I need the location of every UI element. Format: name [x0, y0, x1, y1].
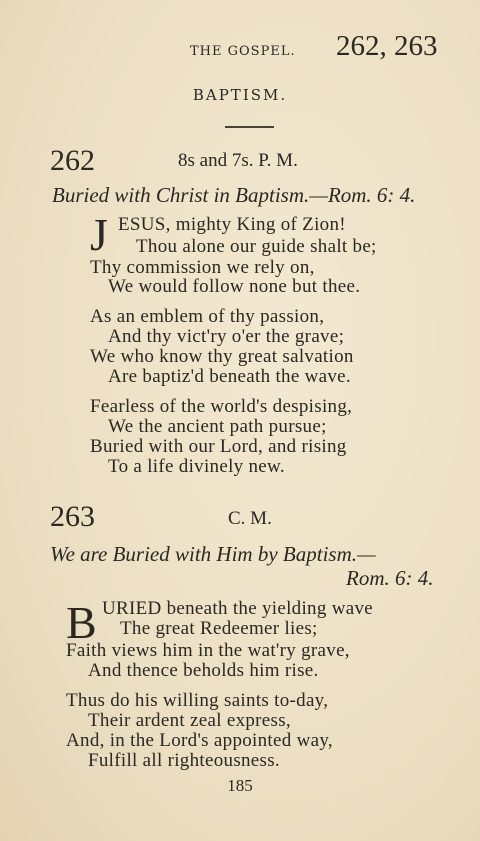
- verse-line: Fulfill all righteousness.: [88, 750, 280, 771]
- verse-line: Fearless of the world's despising,: [90, 396, 353, 417]
- verse-line: ESUS, mighty King of Zion!: [118, 214, 346, 235]
- page-folio: 185: [227, 776, 253, 795]
- verse-line: The great Redeemer lies;: [120, 618, 318, 639]
- verse-line: URIED beneath the yielding wave: [102, 598, 373, 619]
- hymn-number: 262: [50, 144, 95, 177]
- verse-line: We who know thy great salvation: [90, 346, 354, 367]
- verse-line: To a life divinely new.: [108, 456, 285, 477]
- page-numbers: 262, 263: [336, 30, 438, 62]
- hymn-number: 263: [50, 500, 95, 533]
- verse-line: As an emblem of thy passion,: [90, 306, 325, 327]
- hymn-meter: C. M.: [228, 508, 272, 529]
- drop-cap: J: [90, 209, 108, 260]
- section-divider: [225, 126, 274, 128]
- scripture-reference: Buried with Christ in Baptism.—Rom. 6: 4.: [52, 183, 416, 207]
- scripture-reference: We are Buried with Him by Baptism.—: [50, 542, 376, 566]
- verse-line: Their ardent zeal express,: [88, 710, 291, 731]
- verse-line: And, in the Lord's appointed way,: [66, 730, 333, 751]
- verse-line: Buried with our Lord, and rising: [90, 436, 347, 457]
- drop-cap: B: [66, 597, 97, 648]
- verse-line: Are baptiz'd beneath the wave.: [108, 366, 351, 387]
- scripture-reference: Rom. 6: 4.: [346, 566, 434, 590]
- running-title: THE GOSPEL.: [190, 44, 296, 59]
- verse-line: Thy commission we rely on,: [90, 257, 315, 278]
- hymn-meter: 8s and 7s. P. M.: [178, 150, 298, 171]
- verse-line: We would follow none but thee.: [108, 276, 361, 297]
- verse-line: We the ancient path pursue;: [108, 416, 327, 437]
- verse-line: And thy vict'ry o'er the grave;: [108, 326, 345, 347]
- verse-line: Thou alone our guide shalt be;: [136, 236, 377, 257]
- section-title: BAPTISM.: [192, 86, 288, 104]
- verse-line: Faith views him in the wat'ry grave,: [66, 640, 350, 661]
- verse-line: And thence beholds him rise.: [88, 660, 319, 681]
- verse-line: Thus do his willing saints to-day,: [66, 690, 329, 711]
